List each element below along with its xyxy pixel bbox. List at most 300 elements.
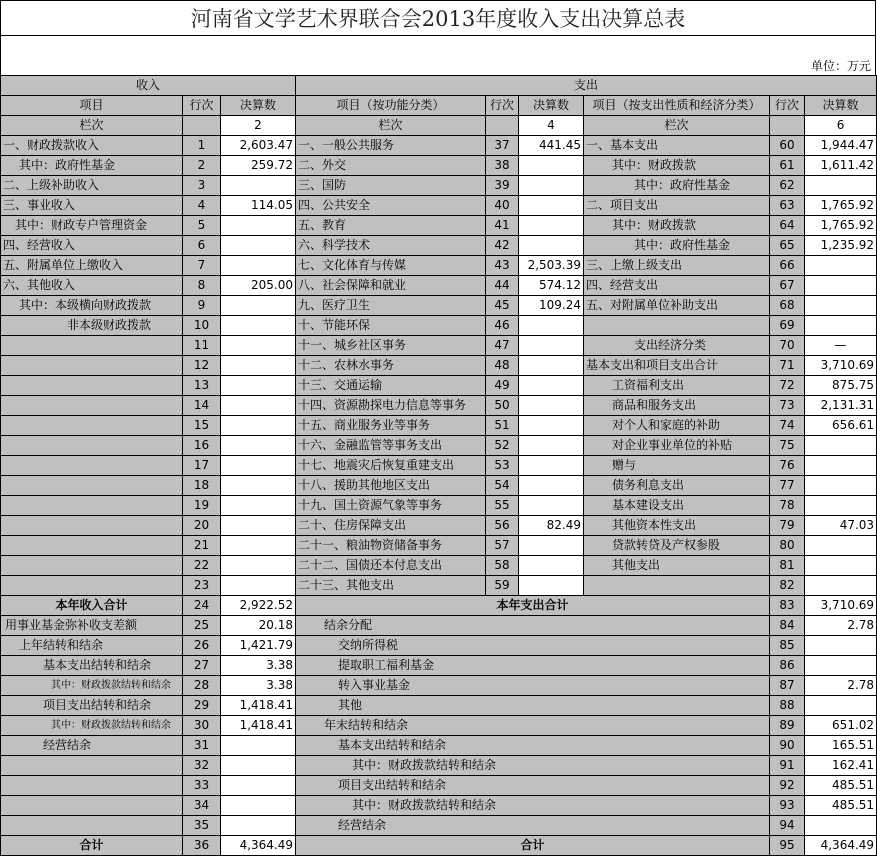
economic-amount[interactable]: 875.75 bbox=[805, 376, 877, 396]
row-number[interactable]: 84 bbox=[770, 616, 805, 636]
income-item[interactable] bbox=[1, 536, 183, 556]
income-amount[interactable] bbox=[221, 776, 296, 796]
row-number[interactable]: 48 bbox=[486, 356, 519, 376]
function-item[interactable]: 十九、国土资源气象等事务 bbox=[296, 496, 486, 516]
income-item[interactable] bbox=[1, 816, 183, 836]
expense-item[interactable]: 提取职工福利基金 bbox=[296, 656, 770, 676]
row-number[interactable]: 43 bbox=[486, 256, 519, 276]
economic-amount[interactable] bbox=[805, 256, 877, 276]
income-amount[interactable] bbox=[221, 296, 296, 316]
row-number[interactable]: 54 bbox=[486, 476, 519, 496]
economic-amount[interactable] bbox=[805, 276, 877, 296]
row-number[interactable]: 24 bbox=[183, 596, 221, 616]
function-amount[interactable] bbox=[519, 316, 584, 336]
row-number[interactable]: 6 bbox=[183, 236, 221, 256]
function-amount[interactable] bbox=[519, 436, 584, 456]
expense-amount[interactable]: 162.41 bbox=[805, 756, 877, 776]
income-item[interactable]: 五、附属单位上缴收入 bbox=[1, 256, 183, 276]
income-amount[interactable] bbox=[221, 316, 296, 336]
column-number[interactable]: 6 bbox=[805, 116, 877, 136]
row-number[interactable]: 64 bbox=[770, 216, 805, 236]
income-amount[interactable] bbox=[221, 796, 296, 816]
row-number[interactable]: 85 bbox=[770, 636, 805, 656]
economic-amount[interactable] bbox=[805, 436, 877, 456]
function-amount[interactable]: 109.24 bbox=[519, 296, 584, 316]
income-item[interactable] bbox=[1, 476, 183, 496]
row-number[interactable]: 18 bbox=[183, 476, 221, 496]
row-number[interactable]: 67 bbox=[770, 276, 805, 296]
income-amount[interactable] bbox=[221, 576, 296, 596]
income-amount[interactable] bbox=[221, 456, 296, 476]
income-item[interactable] bbox=[1, 416, 183, 436]
income-item[interactable]: 项目支出结转和结余 bbox=[1, 696, 183, 716]
row-number[interactable]: 58 bbox=[486, 556, 519, 576]
row-number[interactable]: 93 bbox=[770, 796, 805, 816]
row-number[interactable]: 60 bbox=[770, 136, 805, 156]
function-item[interactable]: 八、社会保障和就业 bbox=[296, 276, 486, 296]
income-amount[interactable] bbox=[221, 396, 296, 416]
row-number[interactable]: 5 bbox=[183, 216, 221, 236]
function-amount[interactable]: 2,503.39 bbox=[519, 256, 584, 276]
function-item[interactable]: 六、科学技术 bbox=[296, 236, 486, 256]
economic-amount[interactable]: — bbox=[805, 336, 877, 356]
economic-amount[interactable]: 1,765.92 bbox=[805, 196, 877, 216]
income-amount[interactable] bbox=[221, 536, 296, 556]
income-item[interactable]: 用事业基金弥补收支差额 bbox=[1, 616, 183, 636]
row-number[interactable]: 46 bbox=[486, 316, 519, 336]
income-amount[interactable] bbox=[221, 256, 296, 276]
economic-amount[interactable]: 47.03 bbox=[805, 516, 877, 536]
function-item[interactable]: 二、外交 bbox=[296, 156, 486, 176]
economic-amount[interactable]: 656.61 bbox=[805, 416, 877, 436]
function-item[interactable]: 十二、农林水事务 bbox=[296, 356, 486, 376]
row-number[interactable]: 47 bbox=[486, 336, 519, 356]
economic-amount[interactable]: 1,611.42 bbox=[805, 156, 877, 176]
economic-item[interactable]: 基本建设支出 bbox=[584, 496, 770, 516]
row-number[interactable]: 70 bbox=[770, 336, 805, 356]
row-number[interactable]: 38 bbox=[486, 156, 519, 176]
row-number[interactable]: 40 bbox=[486, 196, 519, 216]
function-amount[interactable] bbox=[519, 356, 584, 376]
economic-item[interactable]: 基本支出和项目支出合计 bbox=[584, 356, 770, 376]
income-item[interactable] bbox=[1, 456, 183, 476]
function-item[interactable]: 四、公共安全 bbox=[296, 196, 486, 216]
expense-amount[interactable] bbox=[805, 696, 877, 716]
economic-item[interactable]: 其中：财政拨款 bbox=[584, 216, 770, 236]
income-amount[interactable] bbox=[221, 416, 296, 436]
income-item[interactable]: 六、其他收入 bbox=[1, 276, 183, 296]
row-number[interactable]: 72 bbox=[770, 376, 805, 396]
row-number[interactable]: 69 bbox=[770, 316, 805, 336]
row-number[interactable]: 44 bbox=[486, 276, 519, 296]
function-item[interactable]: 十八、援助其他地区支出 bbox=[296, 476, 486, 496]
income-item[interactable]: 一、财政拨款收入 bbox=[1, 136, 183, 156]
income-item[interactable] bbox=[1, 376, 183, 396]
function-item[interactable]: 二十、住房保障支出 bbox=[296, 516, 486, 536]
row-number[interactable]: 61 bbox=[770, 156, 805, 176]
income-amount[interactable]: 4,364.49 bbox=[221, 836, 296, 856]
expense-item[interactable]: 其中：财政拨款结转和结余 bbox=[296, 756, 770, 776]
row-number[interactable]: 25 bbox=[183, 616, 221, 636]
row-number[interactable]: 29 bbox=[183, 696, 221, 716]
col-item[interactable]: 项目 bbox=[1, 96, 183, 116]
income-item[interactable]: 其中：财政拨款结转和结余 bbox=[1, 716, 183, 736]
income-amount[interactable] bbox=[221, 376, 296, 396]
col-row-no[interactable]: 行次 bbox=[486, 96, 519, 116]
income-amount[interactable] bbox=[221, 356, 296, 376]
function-item[interactable]: 二十二、国债还本付息支出 bbox=[296, 556, 486, 576]
row-number[interactable]: 91 bbox=[770, 756, 805, 776]
row-number[interactable]: 7 bbox=[183, 256, 221, 276]
economic-item[interactable]: 赠与 bbox=[584, 456, 770, 476]
economic-amount[interactable] bbox=[805, 476, 877, 496]
row-number[interactable]: 59 bbox=[486, 576, 519, 596]
function-amount[interactable]: 441.45 bbox=[519, 136, 584, 156]
function-amount[interactable] bbox=[519, 376, 584, 396]
income-amount[interactable] bbox=[221, 216, 296, 236]
income-item[interactable]: 其中：本级横向财政拨款 bbox=[1, 296, 183, 316]
row-number[interactable]: 11 bbox=[183, 336, 221, 356]
expense-item[interactable]: 结余分配 bbox=[296, 616, 770, 636]
row-number[interactable]: 49 bbox=[486, 376, 519, 396]
function-amount[interactable] bbox=[519, 196, 584, 216]
expense-amount[interactable]: 165.51 bbox=[805, 736, 877, 756]
expense-amount[interactable]: 485.51 bbox=[805, 776, 877, 796]
col-func-item[interactable]: 项目（按功能分类） bbox=[296, 96, 486, 116]
function-amount[interactable] bbox=[519, 236, 584, 256]
income-amount[interactable] bbox=[221, 476, 296, 496]
economic-amount[interactable] bbox=[805, 556, 877, 576]
economic-item[interactable] bbox=[584, 316, 770, 336]
income-amount[interactable] bbox=[221, 556, 296, 576]
expense-amount[interactable]: 485.51 bbox=[805, 796, 877, 816]
empty-cell[interactable] bbox=[183, 116, 221, 136]
expense-amount[interactable]: 4,364.49 bbox=[805, 836, 877, 856]
row-number[interactable]: 56 bbox=[486, 516, 519, 536]
row-number[interactable]: 71 bbox=[770, 356, 805, 376]
income-item[interactable] bbox=[1, 576, 183, 596]
row-number[interactable]: 36 bbox=[183, 836, 221, 856]
function-item[interactable]: 十五、商业服务业等事务 bbox=[296, 416, 486, 436]
economic-item[interactable]: 商品和服务支出 bbox=[584, 396, 770, 416]
income-amount[interactable] bbox=[221, 176, 296, 196]
row-number[interactable]: 65 bbox=[770, 236, 805, 256]
economic-item[interactable]: 其他支出 bbox=[584, 556, 770, 576]
row-number[interactable]: 10 bbox=[183, 316, 221, 336]
income-amount[interactable]: 3.38 bbox=[221, 656, 296, 676]
income-item[interactable]: 经营结余 bbox=[1, 736, 183, 756]
row-number[interactable]: 51 bbox=[486, 416, 519, 436]
economic-item[interactable]: 贷款转贷及产权参股 bbox=[584, 536, 770, 556]
row-number[interactable]: 26 bbox=[183, 636, 221, 656]
row-number[interactable]: 3 bbox=[183, 176, 221, 196]
row-number[interactable]: 14 bbox=[183, 396, 221, 416]
empty-cell[interactable] bbox=[486, 116, 519, 136]
row-number[interactable]: 77 bbox=[770, 476, 805, 496]
income-amount[interactable] bbox=[221, 736, 296, 756]
function-amount[interactable]: 574.12 bbox=[519, 276, 584, 296]
empty-cell[interactable] bbox=[770, 116, 805, 136]
income-item[interactable]: 四、经营收入 bbox=[1, 236, 183, 256]
row-number[interactable]: 83 bbox=[770, 596, 805, 616]
col-amount[interactable]: 决算数 bbox=[519, 96, 584, 116]
income-item[interactable] bbox=[1, 496, 183, 516]
column-label[interactable]: 栏次 bbox=[296, 116, 486, 136]
income-amount[interactable] bbox=[221, 436, 296, 456]
function-item[interactable]: 一、一般公共服务 bbox=[296, 136, 486, 156]
row-number[interactable]: 66 bbox=[770, 256, 805, 276]
economic-item[interactable]: 其中：政府性基金 bbox=[584, 236, 770, 256]
function-amount[interactable] bbox=[519, 496, 584, 516]
economic-item[interactable]: 四、经营支出 bbox=[584, 276, 770, 296]
row-number[interactable]: 45 bbox=[486, 296, 519, 316]
function-amount[interactable] bbox=[519, 576, 584, 596]
income-item[interactable]: 三、事业收入 bbox=[1, 196, 183, 216]
row-number[interactable]: 19 bbox=[183, 496, 221, 516]
row-number[interactable]: 95 bbox=[770, 836, 805, 856]
function-amount[interactable] bbox=[519, 216, 584, 236]
row-number[interactable]: 50 bbox=[486, 396, 519, 416]
row-number[interactable]: 68 bbox=[770, 296, 805, 316]
income-amount[interactable] bbox=[221, 236, 296, 256]
column-label[interactable]: 栏次 bbox=[1, 116, 183, 136]
income-item[interactable]: 其中：财政拨款结转和结余 bbox=[1, 676, 183, 696]
title-cell[interactable] bbox=[0, 0, 876, 36]
row-number[interactable]: 90 bbox=[770, 736, 805, 756]
income-item[interactable] bbox=[1, 776, 183, 796]
income-amount[interactable]: 2,922.52 bbox=[221, 596, 296, 616]
economic-amount[interactable] bbox=[805, 496, 877, 516]
expense-item[interactable]: 其他 bbox=[296, 696, 770, 716]
income-item[interactable] bbox=[1, 516, 183, 536]
column-number[interactable]: 4 bbox=[519, 116, 584, 136]
income-item[interactable]: 非本级财政拨款 bbox=[1, 316, 183, 336]
row-number[interactable]: 76 bbox=[770, 456, 805, 476]
row-number[interactable]: 78 bbox=[770, 496, 805, 516]
row-number[interactable]: 8 bbox=[183, 276, 221, 296]
economic-item[interactable]: 其中：财政拨款 bbox=[584, 156, 770, 176]
economic-amount[interactable] bbox=[805, 576, 877, 596]
income-item[interactable] bbox=[1, 556, 183, 576]
row-number[interactable]: 33 bbox=[183, 776, 221, 796]
function-amount[interactable] bbox=[519, 416, 584, 436]
row-number[interactable]: 21 bbox=[183, 536, 221, 556]
economic-amount[interactable]: 1,944.47 bbox=[805, 136, 877, 156]
row-number[interactable]: 9 bbox=[183, 296, 221, 316]
expense-item[interactable]: 其中：财政拨款结转和结余 bbox=[296, 796, 770, 816]
col-row-no[interactable]: 行次 bbox=[183, 96, 221, 116]
col-amount[interactable]: 决算数 bbox=[805, 96, 877, 116]
function-amount[interactable] bbox=[519, 476, 584, 496]
function-amount[interactable] bbox=[519, 556, 584, 576]
row-number[interactable]: 30 bbox=[183, 716, 221, 736]
economic-amount[interactable] bbox=[805, 296, 877, 316]
economic-amount[interactable]: 2,131.31 bbox=[805, 396, 877, 416]
row-number[interactable]: 37 bbox=[486, 136, 519, 156]
row-number[interactable]: 63 bbox=[770, 196, 805, 216]
income-item[interactable]: 其中：政府性基金 bbox=[1, 156, 183, 176]
function-item[interactable]: 十三、交通运输 bbox=[296, 376, 486, 396]
row-number[interactable]: 55 bbox=[486, 496, 519, 516]
income-amount[interactable]: 114.05 bbox=[221, 196, 296, 216]
row-number[interactable]: 94 bbox=[770, 816, 805, 836]
economic-item[interactable]: 其他资本性支出 bbox=[584, 516, 770, 536]
expense-item[interactable]: 基本支出结转和结余 bbox=[296, 736, 770, 756]
function-amount[interactable] bbox=[519, 336, 584, 356]
function-item[interactable]: 九、医疗卫生 bbox=[296, 296, 486, 316]
economic-item[interactable]: 债务利息支出 bbox=[584, 476, 770, 496]
expense-item[interactable]: 转入事业基金 bbox=[296, 676, 770, 696]
row-number[interactable]: 92 bbox=[770, 776, 805, 796]
income-amount[interactable]: 1,418.41 bbox=[221, 696, 296, 716]
income-amount[interactable] bbox=[221, 516, 296, 536]
income-amount[interactable]: 2,603.47 bbox=[221, 136, 296, 156]
function-amount[interactable] bbox=[519, 456, 584, 476]
economic-amount[interactable] bbox=[805, 176, 877, 196]
economic-amount[interactable] bbox=[805, 456, 877, 476]
function-amount[interactable] bbox=[519, 536, 584, 556]
row-number[interactable]: 79 bbox=[770, 516, 805, 536]
income-item[interactable] bbox=[1, 436, 183, 456]
function-amount[interactable]: 82.49 bbox=[519, 516, 584, 536]
income-item[interactable] bbox=[1, 356, 183, 376]
row-number[interactable]: 15 bbox=[183, 416, 221, 436]
row-number[interactable]: 80 bbox=[770, 536, 805, 556]
income-amount[interactable]: 205.00 bbox=[221, 276, 296, 296]
expense-item[interactable]: 项目支出结转和结余 bbox=[296, 776, 770, 796]
income-amount[interactable] bbox=[221, 336, 296, 356]
function-item[interactable]: 三、国防 bbox=[296, 176, 486, 196]
income-amount[interactable]: 3.38 bbox=[221, 676, 296, 696]
row-number[interactable]: 74 bbox=[770, 416, 805, 436]
row-number[interactable]: 88 bbox=[770, 696, 805, 716]
row-number[interactable]: 1 bbox=[183, 136, 221, 156]
income-amount[interactable]: 20.18 bbox=[221, 616, 296, 636]
income-item[interactable]: 上年结转和结余 bbox=[1, 636, 183, 656]
expense-amount[interactable] bbox=[805, 656, 877, 676]
economic-item[interactable]: 工资福利支出 bbox=[584, 376, 770, 396]
function-amount[interactable] bbox=[519, 396, 584, 416]
row-number[interactable]: 87 bbox=[770, 676, 805, 696]
row-number[interactable]: 75 bbox=[770, 436, 805, 456]
row-number[interactable]: 17 bbox=[183, 456, 221, 476]
income-amount[interactable]: 1,421.79 bbox=[221, 636, 296, 656]
economic-item[interactable]: 其中：政府性基金 bbox=[584, 176, 770, 196]
row-number[interactable]: 13 bbox=[183, 376, 221, 396]
income-amount[interactable]: 259.72 bbox=[221, 156, 296, 176]
economic-amount[interactable]: 1,235.92 bbox=[805, 236, 877, 256]
function-amount[interactable] bbox=[519, 156, 584, 176]
row-number[interactable]: 82 bbox=[770, 576, 805, 596]
expense-amount[interactable]: 2.78 bbox=[805, 676, 877, 696]
row-number[interactable]: 16 bbox=[183, 436, 221, 456]
row-number[interactable]: 42 bbox=[486, 236, 519, 256]
row-number[interactable]: 35 bbox=[183, 816, 221, 836]
function-item[interactable]: 十一、城乡社区事务 bbox=[296, 336, 486, 356]
income-item[interactable] bbox=[1, 396, 183, 416]
income-header[interactable]: 收入 bbox=[1, 76, 296, 96]
expense-amount[interactable]: 2.78 bbox=[805, 616, 877, 636]
income-item[interactable]: 合计 bbox=[1, 836, 183, 856]
economic-amount[interactable]: 1,765.92 bbox=[805, 216, 877, 236]
function-item[interactable]: 七、文化体育与传媒 bbox=[296, 256, 486, 276]
income-item[interactable]: 二、上级补助收入 bbox=[1, 176, 183, 196]
income-amount[interactable] bbox=[221, 756, 296, 776]
expense-amount[interactable]: 3,710.69 bbox=[805, 596, 877, 616]
row-number[interactable]: 62 bbox=[770, 176, 805, 196]
row-number[interactable]: 23 bbox=[183, 576, 221, 596]
income-amount[interactable] bbox=[221, 816, 296, 836]
function-item[interactable]: 十六、金融监管等事务支出 bbox=[296, 436, 486, 456]
row-number[interactable]: 2 bbox=[183, 156, 221, 176]
income-item[interactable]: 本年收入合计 bbox=[1, 596, 183, 616]
row-number[interactable]: 41 bbox=[486, 216, 519, 236]
function-item[interactable]: 十七、地震灾后恢复重建支出 bbox=[296, 456, 486, 476]
row-number[interactable]: 27 bbox=[183, 656, 221, 676]
expense-item[interactable]: 本年支出合计 bbox=[296, 596, 770, 616]
expense-item[interactable]: 经营结余 bbox=[296, 816, 770, 836]
function-item[interactable]: 十四、资源勘探电力信息等事务 bbox=[296, 396, 486, 416]
function-item[interactable]: 五、教育 bbox=[296, 216, 486, 236]
economic-amount[interactable]: 3,710.69 bbox=[805, 356, 877, 376]
expense-amount[interactable] bbox=[805, 636, 877, 656]
function-item[interactable]: 二十三、其他支出 bbox=[296, 576, 486, 596]
economic-item[interactable]: 支出经济分类 bbox=[584, 336, 770, 356]
income-item[interactable] bbox=[1, 796, 183, 816]
income-item[interactable] bbox=[1, 756, 183, 776]
expense-header[interactable]: 支出 bbox=[296, 76, 877, 96]
row-number[interactable]: 39 bbox=[486, 176, 519, 196]
row-number[interactable]: 52 bbox=[486, 436, 519, 456]
row-number[interactable]: 34 bbox=[183, 796, 221, 816]
column-number[interactable]: 2 bbox=[221, 116, 296, 136]
economic-item[interactable]: 对企业事业单位的补贴 bbox=[584, 436, 770, 456]
row-number[interactable]: 73 bbox=[770, 396, 805, 416]
expense-item[interactable]: 年末结转和结余 bbox=[296, 716, 770, 736]
blank-row[interactable] bbox=[0, 36, 876, 58]
row-number[interactable]: 22 bbox=[183, 556, 221, 576]
row-number[interactable]: 28 bbox=[183, 676, 221, 696]
col-amount[interactable]: 决算数 bbox=[221, 96, 296, 116]
row-number[interactable]: 4 bbox=[183, 196, 221, 216]
row-number[interactable]: 31 bbox=[183, 736, 221, 756]
col-econ-item[interactable]: 项目（按支出性质和经济分类） bbox=[584, 96, 770, 116]
income-item[interactable]: 基本支出结转和结余 bbox=[1, 656, 183, 676]
economic-item[interactable]: 三、上缴上级支出 bbox=[584, 256, 770, 276]
expense-amount[interactable]: 651.02 bbox=[805, 716, 877, 736]
col-row-no[interactable]: 行次 bbox=[770, 96, 805, 116]
row-number[interactable]: 89 bbox=[770, 716, 805, 736]
row-number[interactable]: 32 bbox=[183, 756, 221, 776]
economic-amount[interactable] bbox=[805, 316, 877, 336]
economic-item[interactable]: 二、项目支出 bbox=[584, 196, 770, 216]
function-amount[interactable] bbox=[519, 176, 584, 196]
income-amount[interactable] bbox=[221, 496, 296, 516]
income-item[interactable] bbox=[1, 336, 183, 356]
column-label[interactable]: 栏次 bbox=[584, 116, 770, 136]
income-item[interactable]: 其中：财政专户管理资金 bbox=[1, 216, 183, 236]
income-amount[interactable]: 1,418.41 bbox=[221, 716, 296, 736]
row-number[interactable]: 53 bbox=[486, 456, 519, 476]
row-number[interactable]: 81 bbox=[770, 556, 805, 576]
economic-amount[interactable] bbox=[805, 536, 877, 556]
row-number[interactable]: 12 bbox=[183, 356, 221, 376]
expense-item[interactable]: 交纳所得税 bbox=[296, 636, 770, 656]
economic-item[interactable] bbox=[584, 576, 770, 596]
expense-amount[interactable] bbox=[805, 816, 877, 836]
expense-item[interactable]: 合计 bbox=[296, 836, 770, 856]
economic-item[interactable]: 一、基本支出 bbox=[584, 136, 770, 156]
